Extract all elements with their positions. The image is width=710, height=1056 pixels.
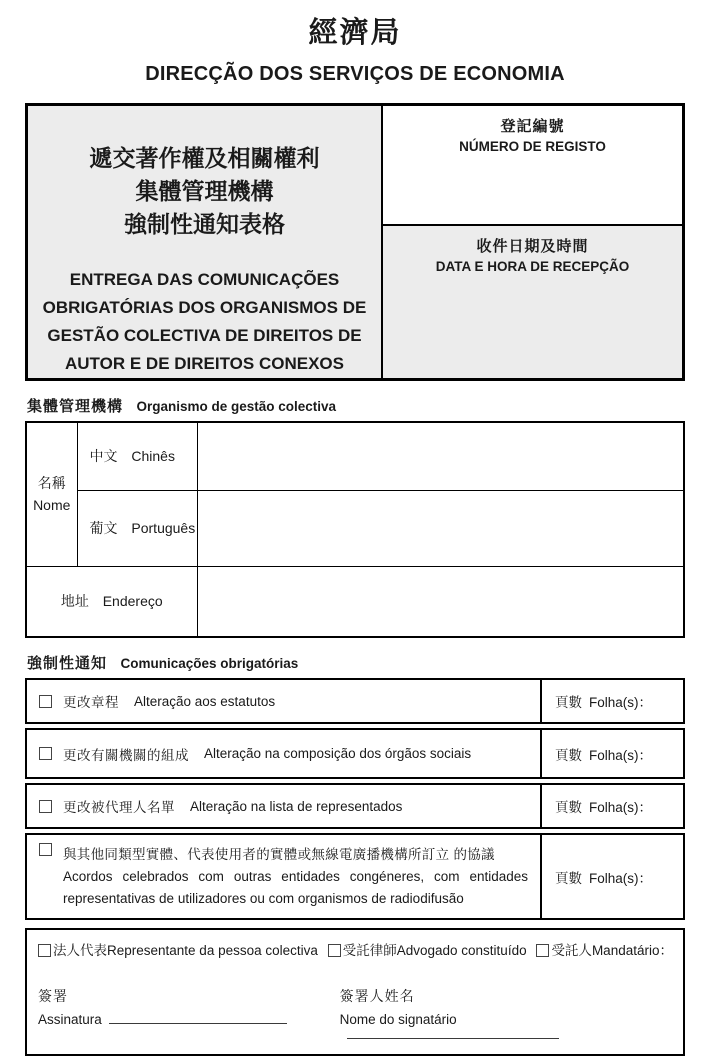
name-label-cell [26, 422, 77, 566]
signer-type-options [38, 939, 673, 959]
signature-field[interactable] [109, 1012, 287, 1024]
name-portuguese-field[interactable] [197, 490, 684, 566]
signature-box [25, 928, 685, 1056]
agreements-label-pt: Acordos celebrados com outras entidades congéneres, com entidades representativas de utilizadores ou com organismos de radiodifusão [63, 869, 528, 906]
office-use-column [383, 106, 682, 378]
mandatary-option [536, 939, 673, 959]
agreements-labels [63, 843, 532, 910]
table-row [26, 422, 684, 490]
represented-label-pt: Alteração na lista de representados [190, 798, 403, 814]
form-title-pt: ENTREGA DAS COMUNICAÇÕES OBRIGATÓRIAS DOS ORGANISMOS DE GESTÃO COLECTIVA DE DIREITOS DE AUTOR E DE DIREITOS CONEXOS [42, 270, 367, 373]
signature-field-group [38, 986, 340, 1042]
signature-label-zh: 簽署 [38, 988, 68, 1004]
form-title-cell [28, 106, 383, 378]
statutes-label-zh: 更改章程 [63, 695, 119, 710]
organism-table [25, 421, 685, 638]
statutes-checkbox[interactable] [39, 695, 52, 708]
form-title-box [25, 103, 685, 381]
registration-number-cell [383, 106, 682, 226]
name-label-pt: Nome [33, 497, 71, 514]
organism-heading-pt: Organismo de gestão colectiva [136, 399, 337, 414]
pages-label-pt: Folha(s)： [589, 800, 653, 815]
form-title-zh-line1: 遞交著作權及相關權利 [89, 145, 320, 171]
statutes-pages-cell[interactable] [540, 680, 683, 722]
address-label-cell [26, 566, 197, 637]
lawyer-option [328, 939, 527, 959]
document-header [25, 10, 685, 86]
communications-section-heading [27, 652, 685, 673]
portuguese-label-pt: Português [131, 520, 196, 536]
agreements-pages-cell[interactable] [540, 835, 683, 918]
signatory-field-group [340, 986, 673, 1042]
pages-label-zh: 頁數 [555, 870, 582, 886]
communication-row-agreements [25, 833, 685, 920]
pages-label-pt: Folha(s)： [589, 695, 653, 710]
representative-option [38, 939, 318, 959]
communication-row-organs [25, 728, 685, 779]
agreements-label-zh: 與其他同類型實體、代表使用者的實體或無線電廣播機構所訂立 的協議 [63, 847, 495, 862]
signatory-label-zh: 簽署人姓名 [339, 988, 415, 1004]
organs-option [27, 730, 540, 777]
communication-row-statutes [25, 678, 685, 724]
statutes-option [27, 680, 540, 722]
bureau-title-zh: 經濟局 [308, 17, 402, 49]
pages-label-zh: 頁數 [555, 695, 582, 710]
signatory-label-pt: Nome do signatário [339, 1012, 457, 1027]
represented-label-zh: 更改被代理人名單 [63, 800, 175, 815]
form-title-zh [28, 142, 381, 241]
registration-number-field[interactable] [383, 154, 682, 214]
organism-heading-zh: 集體管理機構 [27, 398, 124, 415]
signatory-label-line [340, 1012, 673, 1042]
name-label-zh: 名稱 [37, 475, 66, 492]
representative-label-zh: 法人代表 [53, 943, 107, 958]
portuguese-label-zh: 葡文 [89, 520, 118, 536]
registration-number-label-zh: 登記編號 [500, 118, 565, 135]
communication-row-represented [25, 783, 685, 829]
pages-label-pt: Folha(s)： [589, 747, 653, 763]
chinese-name-label-cell [77, 422, 197, 490]
pages-label-zh: 頁數 [555, 800, 582, 815]
organism-section-heading [27, 395, 685, 416]
representative-label-pt: Representante da pessoa colectiva [107, 943, 318, 958]
chinese-label-pt: Chinês [131, 448, 175, 465]
pages-label-pt: Folha(s)： [589, 870, 653, 886]
organs-label-zh: 更改有關機關的組成 [63, 747, 189, 763]
represented-option [27, 785, 540, 827]
lawyer-label-zh: 受託律師 [342, 943, 397, 958]
communications-heading-pt: Comunicações obrigatórias [120, 656, 299, 671]
signature-label-pt: Assinatura [38, 1012, 102, 1027]
organs-label-pt: Alteração na composição dos órgãos sociais [204, 746, 472, 761]
name-chinese-field[interactable] [197, 422, 684, 490]
represented-checkbox[interactable] [39, 800, 52, 813]
organs-checkbox[interactable] [39, 747, 52, 760]
reception-datetime-field[interactable] [383, 274, 682, 334]
mandatary-label-pt: Mandatário： [591, 943, 673, 958]
represented-pages-cell[interactable] [540, 785, 683, 827]
signature-fields-row [38, 986, 673, 1042]
table-row [26, 490, 684, 566]
lawyer-checkbox[interactable] [328, 944, 341, 957]
signature-label-line [38, 1012, 340, 1027]
organs-pages-cell[interactable] [540, 730, 683, 777]
representative-checkbox[interactable] [38, 944, 51, 957]
form-title-zh-line3: 強制性通知表格 [124, 211, 285, 237]
bureau-title-pt: DIRECÇÃO DOS SERVIÇOS DE ECONOMIA [145, 63, 565, 85]
signatory-name-field[interactable] [347, 1027, 559, 1039]
address-label-pt: Endereço [102, 593, 163, 610]
reception-datetime-label-zh: 收件日期及時間 [476, 238, 589, 255]
reception-datetime-label-pt: DATA E HORA DE RECEPÇÃO [435, 259, 630, 274]
communications-heading-zh: 強制性通知 [27, 655, 108, 672]
registration-number-label-pt: NÚMERO DE REGISTO [459, 139, 606, 154]
agreements-checkbox[interactable] [39, 843, 52, 856]
portuguese-name-label-cell [77, 490, 197, 566]
agreements-option [27, 835, 540, 918]
form-title-zh-line2: 集體管理機構 [135, 178, 274, 204]
address-field[interactable] [197, 566, 684, 637]
lawyer-label-pt: Advogado constituído [396, 943, 527, 958]
table-row [26, 566, 684, 637]
pages-label-zh: 頁數 [555, 747, 582, 763]
address-label-zh: 地址 [60, 593, 89, 610]
statutes-label-pt: Alteração aos estatutos [134, 693, 276, 709]
reception-datetime-cell [383, 226, 682, 378]
mandatary-label-zh: 受託人 [551, 943, 592, 958]
chinese-label-zh: 中文 [89, 448, 118, 465]
mandatary-checkbox[interactable] [536, 944, 549, 957]
